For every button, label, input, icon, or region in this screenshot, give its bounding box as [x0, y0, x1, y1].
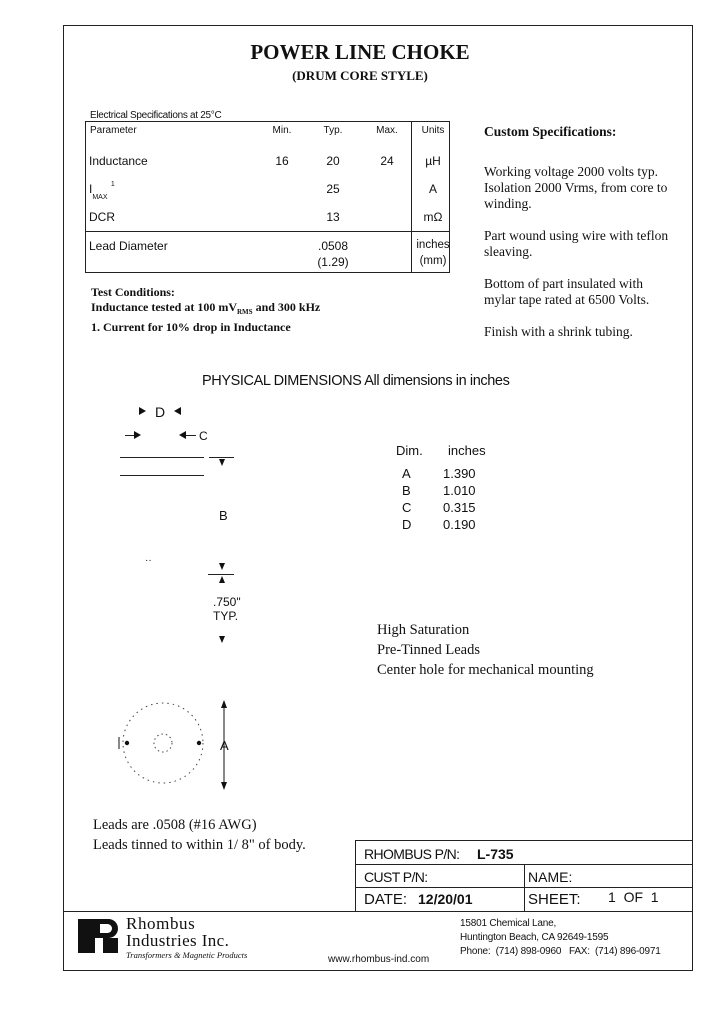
row-lead-typ-mm: (1.29) — [317, 255, 349, 269]
address-line: 15801 Chemical Lane, — [460, 918, 557, 929]
rhombus-pn-value: L-735 — [477, 846, 514, 862]
typ-label: TYP. — [213, 609, 239, 623]
dim-row-a-value: 1.390 — [443, 466, 476, 481]
company-website: www.rhombus-ind.com — [328, 954, 430, 965]
typ-arrow-bottom-icon — [219, 636, 225, 643]
sheet-label: SHEET: — [528, 891, 581, 908]
c-dimension-line-right — [186, 435, 196, 436]
test-line1-a: Inductance tested at 100 mV — [91, 300, 237, 314]
footer-divider — [63, 911, 693, 912]
table-left-border — [85, 121, 86, 272]
col-header-units: Units — [421, 125, 445, 136]
address-line: Huntington Beach, CA 92649-1595 — [460, 932, 609, 943]
row-dcr-param: DCR — [89, 210, 115, 224]
leads-note — [93, 815, 306, 855]
page-title: POWER LINE CHOKE — [250, 40, 470, 64]
row-imax-units: A — [428, 182, 437, 196]
label-a: A — [220, 738, 229, 753]
b-arrow-top-icon — [219, 459, 225, 466]
d-arrow-left-icon — [139, 407, 146, 415]
dim-row-a-key: A — [402, 466, 411, 481]
imax-sup: 1 — [110, 181, 115, 188]
dim-header: Dim. — [396, 443, 423, 458]
dim-row-b-value: 1.010 — [443, 483, 476, 498]
physical-dimensions-heading: PHYSICAL DIMENSIONS All dimensions in inches — [202, 373, 510, 389]
custom-p1-line: winding. — [484, 196, 532, 211]
row-inductance-units: µH — [425, 154, 441, 168]
rhombus-pn-label: RHOMBUS P/N: — [364, 846, 460, 862]
custom-p4-line: Finish with a shrink tubing. — [484, 324, 633, 339]
phone-line: Phone: (714) 898-0960 FAX: (714) 896-0971 — [460, 946, 661, 957]
col-header-typ: Typ. — [323, 125, 343, 136]
company-tagline: Transformers & Magnetic Products — [126, 950, 248, 960]
test-line1-sub: RMS — [237, 308, 253, 316]
test-conditions-line1 — [91, 300, 320, 320]
label-c: C — [199, 429, 208, 443]
typ-value: .750" — [213, 595, 241, 609]
row-inductance-param: Inductance — [89, 154, 148, 168]
title-block-divider — [524, 864, 525, 911]
features-list — [377, 620, 594, 680]
lead-left-dot — [125, 741, 129, 745]
custom-p2-line: Part wound using wire with teflon — [484, 228, 669, 243]
cust-pn-label: CUST P/N: — [364, 869, 428, 885]
test-conditions — [91, 285, 320, 335]
lead-stub-mark: ·· — [145, 555, 152, 566]
row-inductance-max: 24 — [380, 154, 394, 168]
spec-caption: Electrical Specifications at 25°C — [90, 110, 222, 121]
lead-right-dot — [197, 741, 201, 745]
col-header-parameter: Parameter — [90, 125, 137, 136]
row-dcr-typ: 13 — [326, 210, 340, 224]
inches-header: inches — [448, 443, 486, 458]
imax-sub: MAX — [92, 194, 108, 201]
custom-spec-heading: Custom Specifications: — [484, 124, 617, 139]
custom-spec-p1 — [484, 164, 668, 212]
col-header-min: Min. — [272, 125, 292, 136]
custom-p1-line: Isolation 2000 Vrms, from core to — [484, 180, 668, 195]
company-address — [460, 917, 661, 959]
leads-note-line: Leads tinned to within 1/ 8" of body. — [93, 837, 306, 853]
dim-row-c-value: 0.315 — [443, 500, 476, 515]
col-header-max: Max. — [376, 125, 398, 136]
a-arrow-bottom-icon — [221, 782, 227, 790]
c-arrow-left-icon — [134, 431, 141, 439]
test-conditions-line2: 1. Current for 10% drop in Inductance — [91, 320, 291, 334]
name-label: NAME: — [528, 869, 573, 885]
title-block-left — [355, 840, 356, 911]
custom-spec-p3 — [484, 276, 668, 308]
logo-mark-leg — [103, 938, 118, 953]
b-extension-bottom — [208, 574, 234, 575]
custom-spec-p4 — [484, 324, 668, 340]
dim-row-d-key: D — [402, 517, 412, 532]
feature-item: Center hole for mechanical mounting — [377, 662, 594, 678]
row-dcr-units: mΩ — [423, 210, 443, 224]
row-lead-units-inch: inches — [416, 239, 450, 251]
page-subtitle: (DRUM CORE STYLE) — [292, 68, 428, 83]
table-bottom-border — [85, 272, 450, 273]
dim-row-b-key: B — [402, 483, 411, 498]
bottom-view-drawing — [110, 690, 250, 800]
center-hole-circle — [154, 734, 172, 752]
row-imax-typ: 25 — [326, 182, 340, 196]
test-conditions-heading: Test Conditions: — [91, 285, 175, 299]
row-imax-param — [89, 181, 115, 201]
title-block-top — [355, 840, 693, 841]
leads-note-line: Leads are .0508 (#16 AWG) — [93, 817, 257, 833]
test-line1-b: and 300 kHz — [252, 300, 321, 314]
custom-p2-line: sleaving. — [484, 244, 533, 259]
d-arrow-right-icon — [174, 407, 181, 415]
custom-p3-line: mylar tape rated at 6500 Volts. — [484, 292, 650, 307]
a-arrow-top-icon — [221, 700, 227, 708]
body-bottom-edge — [120, 475, 204, 476]
body-outline-circle — [123, 703, 203, 783]
row-inductance-typ: 20 — [326, 154, 340, 168]
typ-arrow-top-icon — [219, 576, 225, 583]
body-top-edge — [120, 457, 204, 458]
row-lead-param: Lead Diameter — [89, 239, 168, 253]
feature-item: High Saturation — [377, 622, 470, 638]
c-arrow-right-icon — [179, 431, 186, 439]
date-label: DATE: — [364, 891, 408, 908]
custom-specifications — [484, 124, 668, 340]
dim-row-c-key: C — [402, 500, 412, 515]
b-extension-top — [209, 457, 234, 458]
logo-mark-counter — [100, 924, 112, 933]
row-inductance-min: 16 — [275, 154, 289, 168]
custom-p3-line: Bottom of part insulated with — [484, 276, 643, 291]
custom-spec-p2 — [484, 228, 668, 260]
custom-p1-line: Working voltage 2000 volts typ. — [484, 164, 659, 179]
row-lead-units-mm: (mm) — [419, 255, 447, 267]
b-arrow-bottom-icon — [219, 563, 225, 570]
company-name-line1: Rhombus — [126, 914, 196, 933]
date-value: 12/20/01 — [418, 891, 473, 907]
sheet-value: 1 OF 1 — [608, 889, 659, 905]
imax-main: I — [89, 182, 93, 196]
company-name-line2: Industries Inc. — [126, 931, 230, 950]
logo-mark-stem — [78, 919, 95, 953]
feature-item: Pre-Tinned Leads — [377, 642, 480, 658]
row-lead-typ-inch: .0508 — [317, 239, 349, 253]
label-d: D — [155, 404, 166, 420]
dim-row-d-value: 0.190 — [443, 517, 476, 532]
table-top-border — [85, 121, 450, 122]
table-mid-border — [85, 231, 450, 232]
label-b: B — [219, 508, 228, 523]
